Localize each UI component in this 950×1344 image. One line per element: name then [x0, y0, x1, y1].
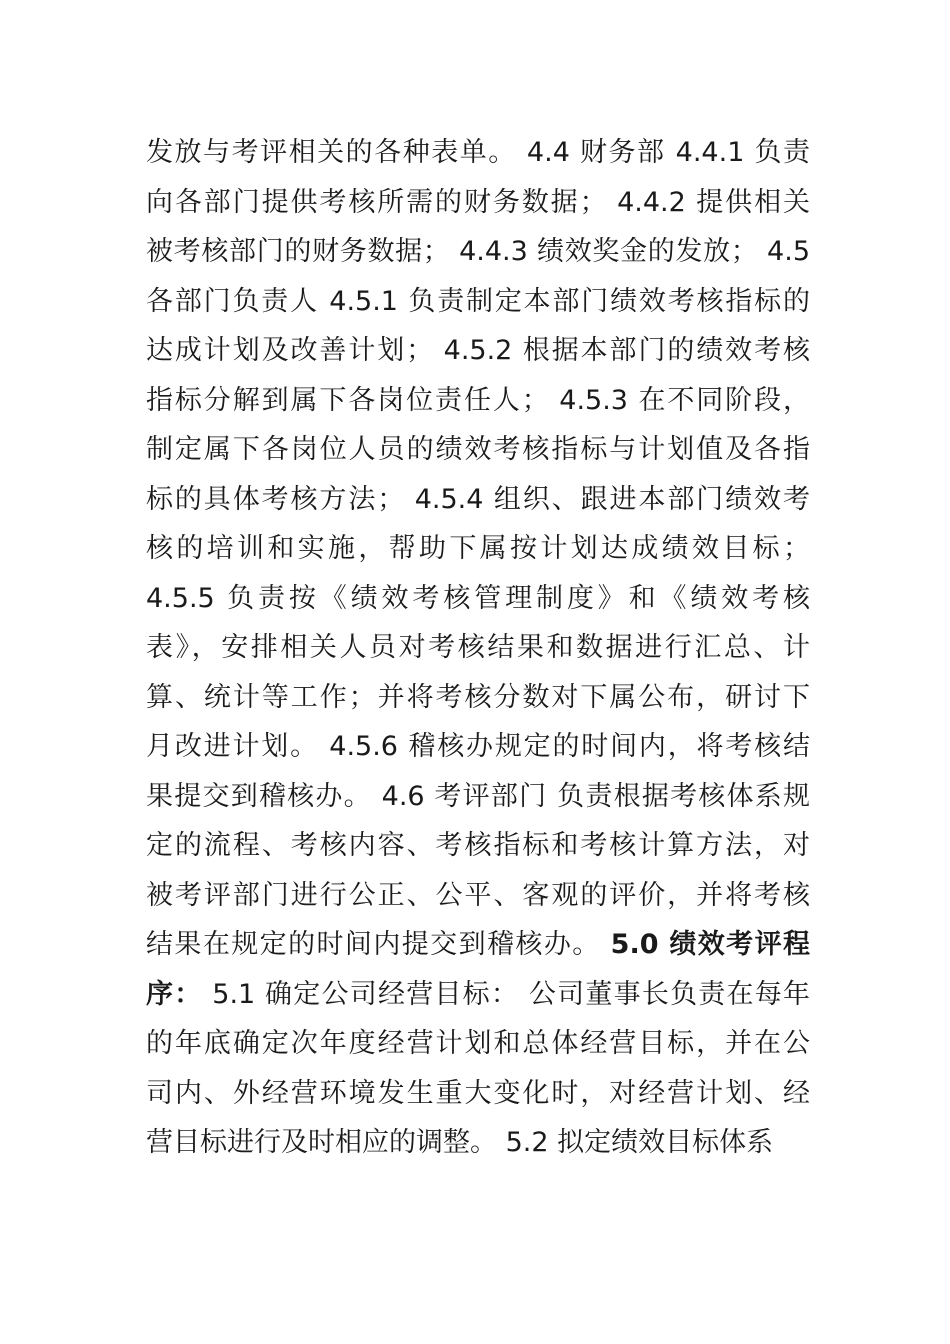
- text-line: 达成计划及改善计划； 4.5.2 根据本部门的绩效考核: [146, 335, 810, 366]
- text-run: 结果在规定的时间内提交到稽核办。: [146, 929, 611, 960]
- text-line: 营目标进行及时相应的调整。 5.2 拟定绩效目标体系: [146, 1127, 774, 1158]
- text-line: 算、统计等工作；并将考核分数对下属公布，研讨下: [146, 681, 810, 713]
- text-line: 指标分解到属下各岗位责任人； 4.5.3 在不同阶段，: [146, 384, 810, 416]
- text-line: 向各部门提供考核所需的财务数据； 4.4.2 提供相关: [146, 186, 810, 218]
- text-line: 各部门负责人 4.5.1 负责制定本部门绩效考核指标的: [146, 285, 810, 317]
- text-line: 定的流程、考核内容、考核指标和考核计算方法，对: [146, 830, 810, 861]
- text-run: 5.1 确定公司经营目标： 公司董事长负责在每年: [202, 978, 811, 1010]
- text-line: 的年底确定次年度经营计划和总体经营目标，并在公: [146, 1028, 810, 1059]
- text-line: 司内、外经营环境发生重大变化时，对经营计划、经: [146, 1077, 810, 1109]
- text-line: 表》，安排相关人员对考核结果和数据进行汇总、计: [146, 632, 810, 663]
- body-text: [146, 128, 810, 1168]
- text-line: 发放与考评相关的各种表单。 4.4 财务部 4.4.1 负责: [146, 137, 810, 168]
- text-line: 被考评部门进行公正、公平、客观的评价，并将考核: [146, 879, 810, 911]
- text-line-with-heading: [146, 920, 810, 970]
- text-line-with-heading: [146, 970, 810, 1020]
- text-line: 4.5.5 负责按《绩效考核管理制度》和《绩效考核: [146, 582, 810, 614]
- text-line: 月改进计划。 4.5.6 稽核办规定的时间内，将考核结: [146, 731, 810, 762]
- section-heading: 5.0 绩效考评程: [610, 929, 810, 960]
- text-line: 被考核部门的财务数据； 4.4.3 绩效奖金的发放； 4.5: [146, 236, 810, 267]
- text-line: 果提交到稽核办。 4.6 考评部门 负责根据考核体系规: [146, 780, 810, 812]
- section-heading: 序：: [146, 978, 203, 1010]
- text-line: 制定属下各岗位人员的绩效考核指标与计划值及各指: [146, 434, 810, 465]
- text-line: 核的培训和实施，帮助下属按计划达成绩效目标；: [146, 533, 810, 564]
- text-line: 标的具体考核方法； 4.5.4 组织、跟进本部门绩效考: [146, 483, 810, 515]
